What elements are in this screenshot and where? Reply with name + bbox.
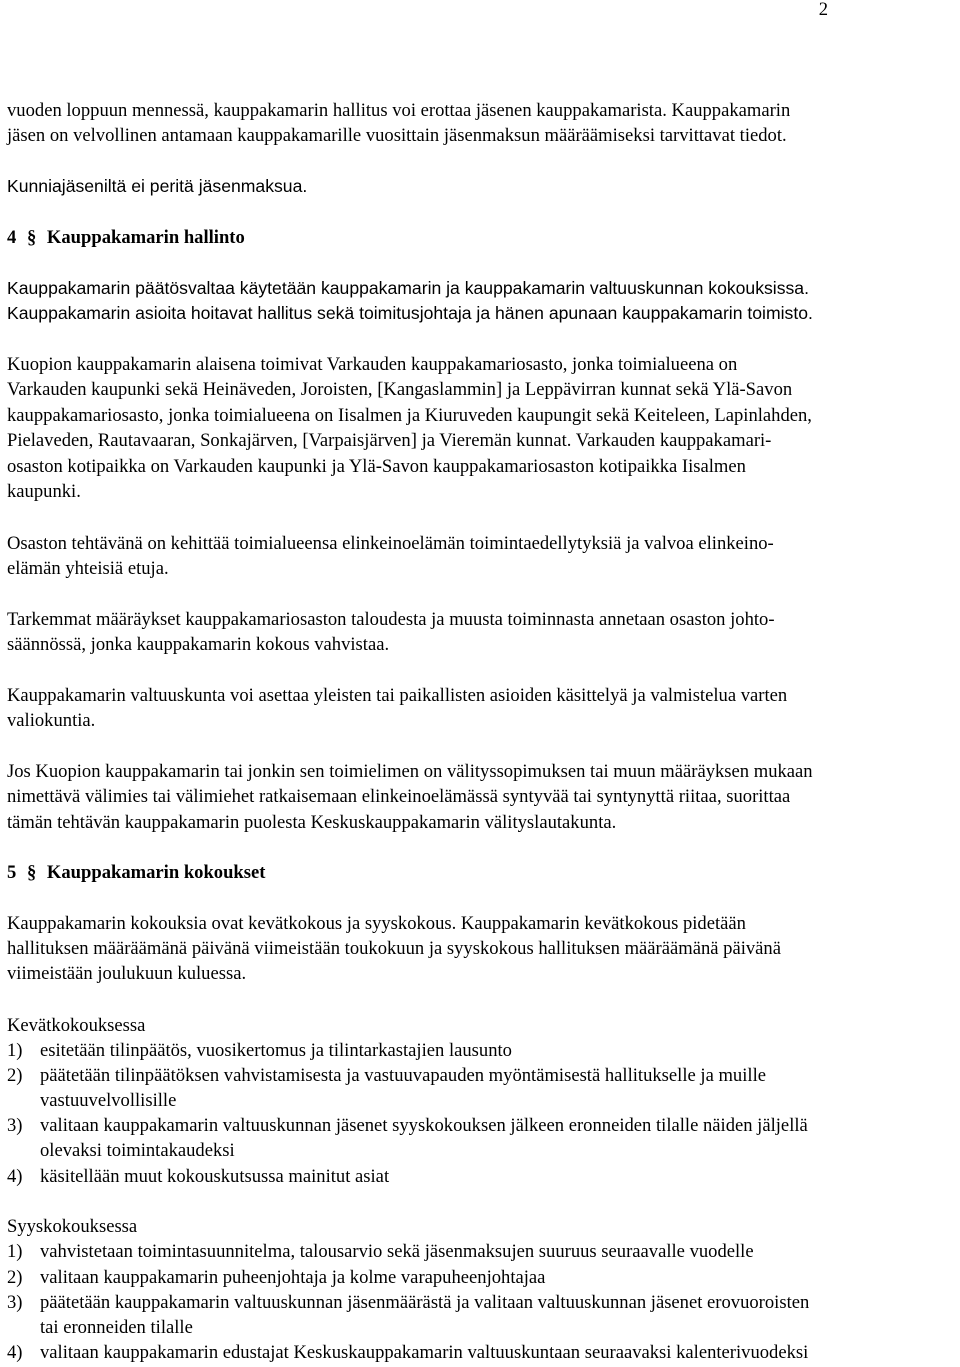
- list-item-number: 2): [7, 1065, 23, 1086]
- paragraph-line: tämän tehtävän kauppakamarin puolesta Keskuskauppakamarin välityslautakunta.: [7, 812, 617, 833]
- list-item-text: esitetään tilinpäätös, vuosikertomus ja tilintarkastajien lausunto: [40, 1040, 512, 1061]
- paragraph-line: elämän yhteisiä etuja.: [7, 558, 169, 579]
- paragraph-line: hallituksen määräämänä päivänä viimeistään toukokuun ja syyskokous hallituksen määräämänä päivänä: [7, 938, 781, 959]
- list-item-text: valitaan kauppakamarin edustajat Keskuskauppakamarin valtuuskuntaan seuraavaksi kalenterivuodeksi: [40, 1342, 809, 1363]
- paragraph-line: valiokuntia.: [7, 710, 96, 731]
- list-item-number: 1): [7, 1040, 23, 1061]
- paragraph-line: Kauppakamarin asioita hoitavat hallitus sekä toimitusjohtaja ja hänen apunaan kauppakamarin toimisto.: [7, 303, 813, 323]
- paragraph-line: Kauppakamarin päätösvaltaa käytetään kauppakamarin ja kauppakamarin valtuuskunnan kokouksissa.: [7, 278, 809, 298]
- section-title: Kauppakamarin hallinto: [46, 227, 245, 248]
- paragraph-line: vuoden loppuun mennessä, kauppakamarin hallitus voi erottaa jäsenen kauppakamarista. Kauppakamarin: [7, 100, 791, 121]
- section-symbol: §: [26, 227, 37, 248]
- paragraph-line: viimeistään joulukuun kuluessa.: [7, 963, 247, 984]
- list-item-number: 4): [7, 1342, 23, 1363]
- paragraph-line: Kauppakamarin kokouksia ovat kevätkokous ja syyskokous. Kauppakamarin kevätkokous pidetään: [7, 913, 746, 934]
- list-item-text: päätetään kauppakamarin valtuuskunnan jäsenmäärästä ja valitaan valtuuskunnan jäsenet erovuoroisten: [40, 1292, 810, 1313]
- list-item-text: valitaan kauppakamarin valtuuskunnan jäsenet syyskokouksen jälkeen eronneiden tilalle näiden jäljellä: [40, 1115, 808, 1136]
- list-item: [7, 1290, 809, 1316]
- paragraph-line: Pielaveden, Rautavaaran, Sonkajärven, [Varpaisjärven] ja Vieremän kunnat. Varkauden kauppakamari-: [7, 430, 772, 451]
- paragraph-line: Osaston tehtävänä on kehittää toimialueensa elinkeinoelämän toimintaedellytyksiä ja valvoa elinkeino-: [7, 533, 774, 554]
- list-item: [7, 1265, 545, 1291]
- list-item-number: 4): [7, 1166, 23, 1187]
- list-item: [7, 1113, 808, 1139]
- list-heading-spring: Kevätkokouksessa: [7, 1015, 146, 1036]
- paragraph-line: Varkauden kaupunki sekä Heinäveden, Joroisten, [Kangaslammin] ja Leppävirran kunnat sekä Ylä-Savon: [7, 379, 793, 400]
- paragraph-line: nimettävä välimies tai välimiehet ratkaisemaan elinkeinoelämässä syntyvää tai syntynyttä riitaa, suorittaa: [7, 786, 791, 807]
- paragraph-line: säännössä, jonka kauppakamarin kokous vahvistaa.: [7, 634, 390, 655]
- section-title: Kauppakamarin kokoukset: [46, 862, 266, 883]
- list-item-continuation: olevaksi toimintakaudeksi: [40, 1140, 235, 1161]
- list-item-text: päätetään tilinpäätöksen vahvistamisesta ja vastuuvapauden myöntämisestä hallitukselle ja muille: [40, 1065, 766, 1086]
- paragraph-line: Kunniajäseniltä ei peritä jäsenmaksua.: [7, 176, 308, 196]
- list-item: [7, 1063, 766, 1089]
- list-item-text: käsitellään muut kokouskutsussa mainitut asiat: [40, 1166, 390, 1187]
- paragraph-line: kaupunki.: [7, 481, 81, 502]
- list-item-continuation: tai eronneiden tilalle: [40, 1317, 193, 1338]
- paragraph-line: Kuopion kauppakamarin alaisena toimivat Varkauden kauppakamariosasto, jonka toimialueena on: [7, 354, 738, 375]
- list-item-number: 3): [7, 1115, 23, 1136]
- paragraph-line: kauppakamariosasto, jonka toimialueena on Iisalmen ja Kiuruveden kaupungit sekä Keiteleen, Lapinlahden,: [7, 405, 812, 426]
- list-item-text: vahvistetaan toimintasuunnitelma, talousarvio sekä jäsenmaksujen suuruus seuraavalle vuodelle: [40, 1241, 754, 1262]
- paragraph-line: jäsen on velvollinen antamaan kauppakamarille vuosittain jäsenmaksun määräämiseksi tarvittavat tiedot.: [7, 125, 787, 146]
- paragraph-line: osaston kotipaikka on Varkauden kaupunki ja Ylä-Savon kauppakamariosaston kotipaikka Iisalmen: [7, 456, 746, 477]
- paragraph-line: Tarkemmat määräykset kauppakamariosaston taloudesta ja muusta toiminnasta annetaan osaston johto-: [7, 609, 775, 630]
- list-item-number: 2): [7, 1267, 23, 1288]
- page-number: 2: [818, 0, 828, 20]
- section-heading-4: [7, 225, 245, 251]
- section-symbol: §: [26, 862, 37, 883]
- section-heading-5: [7, 860, 265, 886]
- section-number: 5: [7, 862, 17, 883]
- list-heading-autumn: Syyskokouksessa: [7, 1216, 138, 1237]
- list-item: [7, 1038, 512, 1064]
- list-item: [7, 1340, 808, 1366]
- list-item: [7, 1164, 389, 1190]
- list-item-text: valitaan kauppakamarin puheenjohtaja ja kolme varapuheenjohtajaa: [40, 1267, 546, 1288]
- list-item-number: 1): [7, 1241, 23, 1262]
- paragraph-line: Jos Kuopion kauppakamarin tai jonkin sen toimielimen on välityssopimuksen tai muun määräyksen mukaan: [7, 761, 813, 782]
- list-item-number: 3): [7, 1292, 23, 1313]
- paragraph-line: Kauppakamarin valtuuskunta voi asettaa yleisten tai paikallisten asioiden käsittelyä ja valmistelua varten: [7, 685, 788, 706]
- list-item-continuation: vastuuvelvollisille: [40, 1090, 177, 1111]
- list-item: [7, 1239, 754, 1265]
- section-number: 4: [7, 227, 17, 248]
